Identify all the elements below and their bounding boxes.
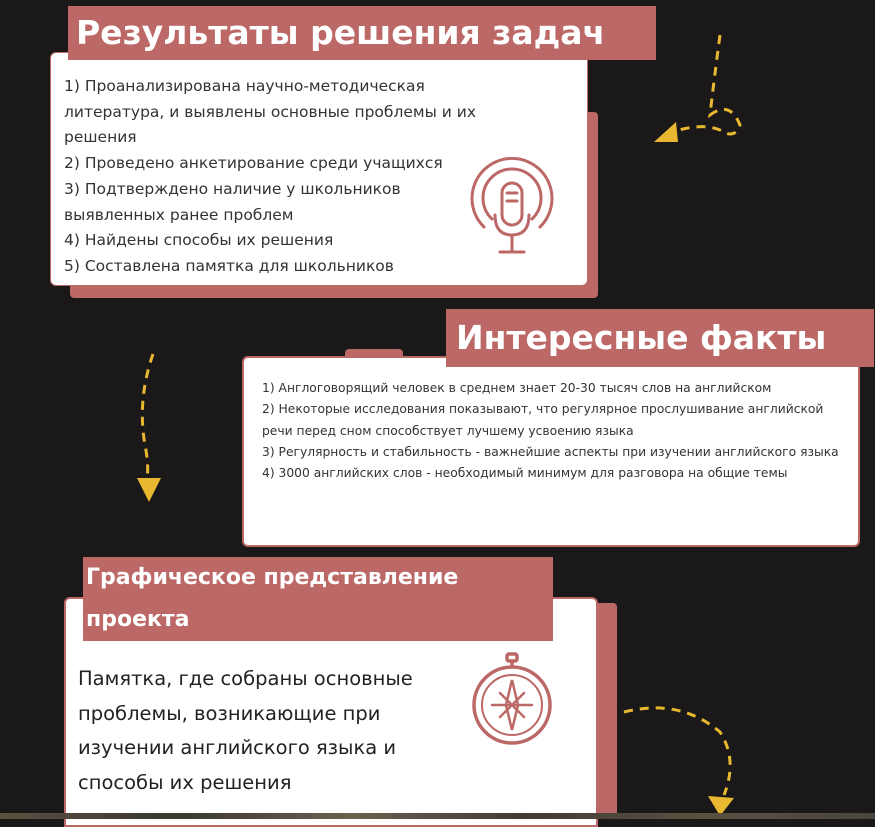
results-item: 4) Найдены способы их решения <box>64 231 334 250</box>
facts-title: Интересные факты <box>446 309 874 367</box>
facts-item: 4) 3000 английских слов - необходимый минимум для разговора на общие темы <box>262 466 788 481</box>
graphic-description: Памятка, где собраны основные проблемы, возникающие при изучении английского языка и способы их решения <box>78 667 413 794</box>
results-item: 5) Составлена памятка для школьников <box>64 256 394 275</box>
microphone-icon <box>466 155 558 259</box>
graphic-title: Графическое представление проекта <box>83 557 553 641</box>
results-list <box>64 74 494 280</box>
dashed-arrow-decoration <box>620 700 750 819</box>
results-item: 1) Проанализирована научно-методическая литература, и выявлены основные проблемы и их решения <box>64 77 477 147</box>
facts-item: 2) Некоторые исследования показывают, что регулярное прослушивание английской речи перед сном способствует лучшему усвоению языка <box>262 402 824 438</box>
bottom-photo-strip <box>0 813 875 819</box>
results-item: 2) Проведено анкетирование среди учащихся <box>64 154 443 173</box>
dashed-arrow-decoration <box>640 30 755 150</box>
results-item: 3) Подтверждено наличие у школьников выявленных ранее проблем <box>64 179 401 224</box>
dashed-arrow-decoration <box>125 350 175 505</box>
compass-icon <box>465 648 560 751</box>
facts-list <box>262 378 842 484</box>
results-title: Результаты решения задач <box>68 6 656 60</box>
facts-item: 1) Англоговорящий человек в среднем знает 20-30 тысяч слов на английском <box>262 381 772 395</box>
facts-item: 3) Регулярность и стабильность - важнейшие аспекты при изучении английского языка <box>262 444 839 459</box>
